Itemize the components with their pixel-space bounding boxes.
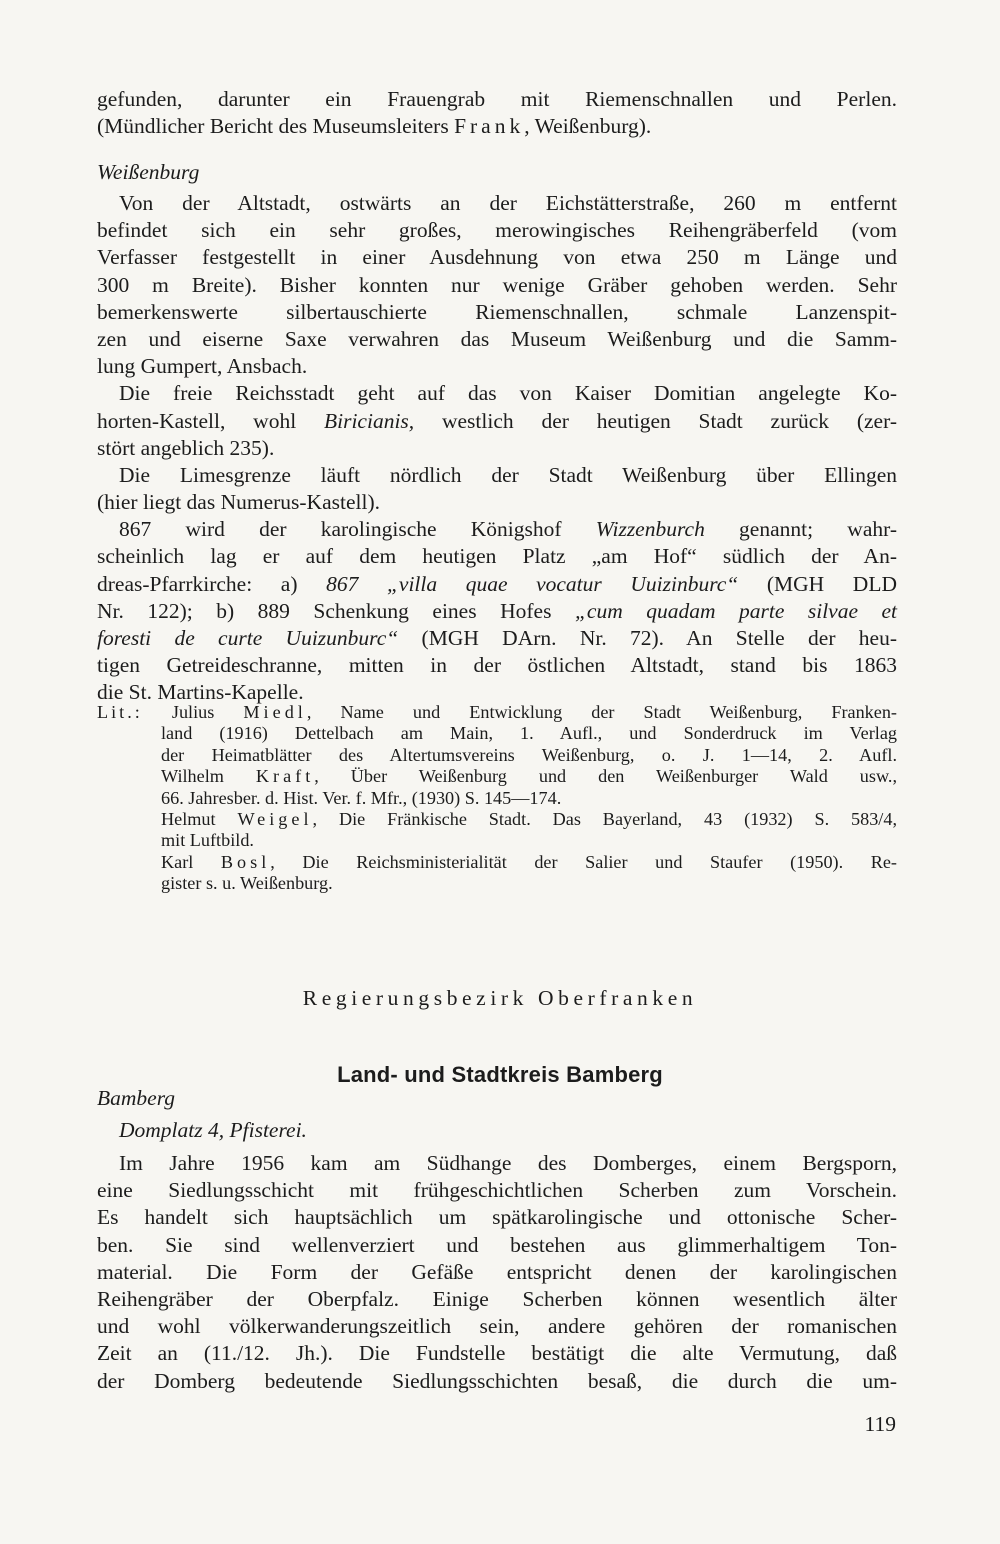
text-line xyxy=(97,408,897,435)
text-run: (MGH DLD xyxy=(738,571,897,596)
text-line: bemerkenswerte silbertauschierte Riemenschnallen, schmale Lanzenspit- xyxy=(97,299,897,324)
text-run: Helmut xyxy=(161,808,238,829)
text-line: Von der Altstadt, ostwärts an der Eichstätterstraße, 260 m entfernt xyxy=(119,191,897,215)
text-run: Karl xyxy=(161,851,221,872)
reference-line: mit Luftbild. xyxy=(161,830,254,851)
text-line: Es handelt sich hauptsächlich um spätkarolingische und ottonische Scher- xyxy=(97,1205,897,1230)
text-run: horten-Kastell, wohl xyxy=(97,408,324,433)
reference-line xyxy=(97,852,897,873)
italic-run: „cum quadam parte silvae et xyxy=(574,598,898,623)
literature-references xyxy=(97,702,897,895)
text-run: genannt; wahr- xyxy=(704,517,897,542)
author-name-spaced: Weigel xyxy=(237,808,313,829)
author-name-spaced: Kraft xyxy=(255,766,315,787)
text-line xyxy=(97,598,897,625)
reference-line xyxy=(97,702,897,723)
text-run: , Name und Entwicklung der Stadt Weißenburg, Franken- xyxy=(306,702,897,722)
text-run: 867 wird der karolingische Königshof xyxy=(119,517,596,542)
text-line: Die Limesgrenze läuft nördlich der Stadt Weißenburg über Ellingen xyxy=(119,462,897,487)
text-line: der Domberg bedeutende Siedlungsschichten besaß, die durch die um- xyxy=(97,1368,897,1393)
text-line xyxy=(97,113,897,140)
text-run: (Mündlicher Bericht des Museumsleiters xyxy=(97,114,455,139)
weissenburg-body xyxy=(97,190,897,707)
italic-run: Wizzenburch xyxy=(595,517,705,542)
text-line: Im Jahre 1956 kam am Südhange des Domberges, einem Bergsporn, xyxy=(119,1151,897,1175)
district-heading: Land- und Stadtkreis Bamberg xyxy=(337,1062,663,1087)
text-run: westlich der heutigen Stadt zurück (zer- xyxy=(414,408,897,433)
author-name-spaced: Bosl xyxy=(220,851,271,872)
text-line: tigen Getreideschranne, mitten in der östlichen Altstadt, stand bis 1863 xyxy=(97,653,897,678)
text-run: , Die Fränkische Stadt. Das Bayerland, 43 (1932) S. 583/4, xyxy=(312,808,897,829)
reference-line xyxy=(97,766,897,787)
text-line xyxy=(97,516,897,543)
section-heading-bamberg: Bamberg xyxy=(97,1086,176,1110)
text-run: Julius xyxy=(142,702,244,722)
reference-line: gister s. u. Weißenburg. xyxy=(161,873,333,894)
text-run: , Die Reichsministerialität der Salier und Staufer (1950). Re- xyxy=(270,851,897,872)
text-run: , Über Weißenburg und den Weißenburger Wald usw., xyxy=(314,766,897,787)
text-line: Verfasser festgestellt in einer Ausdehnung von etwa 250 m Länge und xyxy=(97,245,897,270)
reference-line: der Heimatblätter des Altertumsvereins Weißenburg, o. J. 1—14, 2. Aufl. xyxy=(161,744,897,765)
reference-line: land (1916) Dettelbach am Main, 1. Aufl., und Sonderdruck im Verlag xyxy=(161,723,897,744)
text-line: (hier liegt das Numerus-Kastell). xyxy=(97,490,380,515)
site-subheading: Domplatz 4, Pfisterei. xyxy=(119,1118,307,1142)
text-run: Nr. 122); b) 889 Schenkung eines Hofes xyxy=(97,598,575,623)
text-run: dreas-Pfarrkirche: a) xyxy=(97,571,327,596)
text-run: Wilhelm xyxy=(161,766,256,787)
page-number: 119 xyxy=(864,1412,896,1436)
text-run: (MGH DArn. Nr. 72). An Stelle der heu- xyxy=(398,626,897,650)
literature-label: Lit.: xyxy=(97,702,143,722)
italic-run: Biricianis, xyxy=(323,408,415,433)
text-line: ben. Sie sind wellenverziert und bestehen aus glimmerhaltigem Ton- xyxy=(97,1232,897,1257)
italic-run: foresti de curte Uuizunburc“ xyxy=(97,626,399,650)
region-heading: Regierungsbezirk Oberfranken xyxy=(302,986,698,1010)
top-paragraph xyxy=(97,86,897,140)
text-line xyxy=(97,625,897,652)
text-line xyxy=(97,571,897,598)
text-line: lung Gumpert, Ansbach. xyxy=(97,354,308,379)
text-line: scheinlich lag er auf dem heutigen Platz „am Hof“ südlich der An- xyxy=(97,544,897,569)
text-run: , Weißenburg). xyxy=(524,114,652,139)
text-line: Reihengräber der Oberpfalz. Einige Scherben können wesentlich älter xyxy=(97,1286,897,1311)
italic-run: 867 „villa quae vocatur Uuizinburc“ xyxy=(326,571,739,596)
text-line: befindet sich ein sehr großes, merowingisches Reihengräberfeld (vom xyxy=(97,218,897,243)
text-line: Die freie Reichsstadt geht auf das von Kaiser Domitian angelegte Ko- xyxy=(119,381,897,406)
text-line: 300 m Breite). Bisher konnten nur wenige Gräber gehoben werden. Sehr xyxy=(97,272,897,297)
text-line: eine Siedlungsschicht mit frühgeschichtlichen Scherben zum Vorschein. xyxy=(97,1178,897,1203)
text-line: material. Die Form der Gefäße entspricht denen der karolingischen xyxy=(97,1259,897,1284)
text-line: gefunden, darunter ein Frauengrab mit Riemenschnallen und Perlen. xyxy=(97,87,897,111)
reference-line xyxy=(97,809,897,830)
text-line: stört angeblich 235). xyxy=(97,435,275,460)
text-line: zen und eiserne Saxe verwahren das Museum Weißenburg und die Samm- xyxy=(97,326,897,351)
author-name-spaced: Frank xyxy=(454,114,525,139)
bamberg-body xyxy=(97,1150,897,1395)
text-line: Zeit an (11./12. Jh.). Die Fundstelle bestätigt die alte Vermutung, daß xyxy=(97,1341,897,1366)
text-line: und wohl völkerwanderungszeitlich sein, andere gehören der romanischen xyxy=(97,1314,897,1339)
text-line: die St. Martins-Kapelle. xyxy=(97,680,304,705)
section-heading-weissenburg: Weißenburg xyxy=(97,160,200,184)
author-name-spaced: Miedl xyxy=(243,702,307,722)
reference-line: 66. Jahresber. d. Hist. Ver. f. Mfr., (1930) S. 145—174. xyxy=(161,787,562,808)
